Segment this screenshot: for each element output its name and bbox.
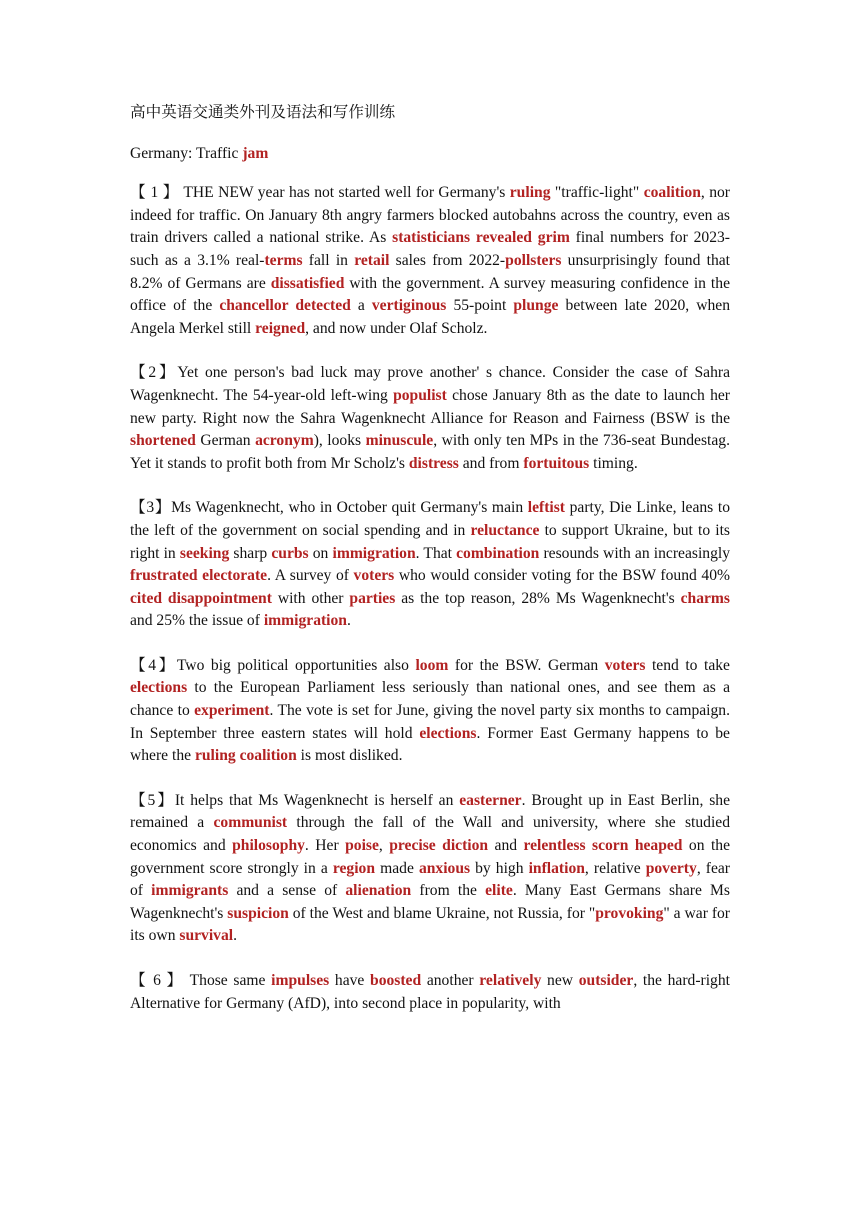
- paragraph-text: sharp: [229, 544, 272, 562]
- keyword: fortuitous: [523, 454, 590, 472]
- paragraph-text: fall in: [302, 251, 355, 269]
- keyword: voters: [604, 656, 646, 674]
- article-title: [130, 143, 730, 166]
- paragraph-text: . Her: [304, 837, 346, 855]
- paragraph-text: by high: [470, 859, 529, 877]
- paragraph-text: 【 6 】 Those same: [130, 972, 272, 989]
- keyword: elite: [485, 882, 513, 900]
- paragraph-1: [130, 182, 730, 340]
- keyword: terms: [264, 251, 303, 269]
- keyword: alienation: [345, 882, 412, 900]
- paragraph-text: a: [350, 297, 372, 315]
- keyword: ruling coalition: [194, 747, 297, 765]
- keyword: impulses: [271, 972, 330, 989]
- paragraph-text: another: [421, 972, 480, 989]
- keyword: loom: [415, 656, 449, 674]
- keyword: survival: [179, 927, 234, 945]
- keyword: immigration: [332, 544, 416, 562]
- paragraph-text: new: [541, 972, 579, 989]
- keyword: philosophy: [232, 837, 305, 855]
- keyword: reigned: [255, 319, 306, 337]
- paragraph-text: 55-point: [446, 297, 514, 315]
- paragraph-2: [130, 362, 730, 475]
- paragraph-text: "traffic-light": [550, 184, 644, 202]
- keyword: suspicion: [227, 904, 289, 922]
- keyword: statisticians revealed grim: [392, 229, 570, 247]
- keyword: minuscule: [365, 432, 434, 450]
- keyword: easterner: [459, 791, 522, 809]
- paragraph-text: 【4】Two big political opportunities also: [130, 656, 416, 674]
- paragraph-text: resounds with an increasingly: [539, 544, 730, 562]
- keyword: elections: [419, 724, 477, 742]
- paragraph-6: [130, 970, 730, 1015]
- paragraph-text: to support Ukraine, but to its right in: [130, 521, 730, 562]
- paragraph-text: made: [375, 859, 419, 877]
- paragraph-text: timing.: [589, 454, 638, 472]
- keyword: immigrants: [151, 882, 229, 900]
- paragraph-text: on: [308, 544, 333, 562]
- keyword: inflation: [528, 859, 585, 877]
- keyword: relatively: [479, 972, 542, 989]
- paragraph-text: with the government. A survey measuring confidence in the office of the: [130, 274, 730, 315]
- keyword: immigration: [263, 612, 347, 630]
- paragraph-text: and 25% the issue of: [130, 612, 264, 630]
- paragraph-text: , nor indeed for traffic. On January 8th angry farmers blocked autobahns across the country, even as train drivers called a national strike. As: [130, 184, 730, 247]
- keyword: shortened: [130, 432, 196, 450]
- keyword: boosted: [370, 972, 422, 989]
- paragraph-text: between late 2020, when Angela Merkel still: [130, 297, 731, 337]
- paragraph-text: with other: [271, 589, 350, 607]
- keyword: voters: [353, 567, 395, 585]
- paragraph-text: who would consider voting for the BSW found 40%: [394, 567, 730, 585]
- paragraph-text: 【3】Ms Wagenknecht, who in October quit Germany's main: [130, 499, 528, 517]
- paragraph-text: and a sense of: [228, 882, 346, 900]
- keyword: pollsters: [505, 251, 562, 269]
- article-title-keyword: jam: [242, 144, 269, 162]
- keyword: poverty: [645, 859, 697, 877]
- paragraph-text: as the top reason, 28% Ms Wagenknecht's: [395, 589, 681, 607]
- keyword: region: [332, 859, 376, 877]
- paragraph-text: to the European Parliament less seriously than national ones, and see them as a chance to: [130, 679, 730, 720]
- paragraph-text: . Brought up in East Berlin, she remained a: [130, 791, 730, 832]
- paragraph-text: ), looks: [313, 432, 366, 450]
- paragraph-text: . A survey of: [267, 567, 354, 585]
- paragraph-text: for the BSW. German: [448, 656, 605, 674]
- keyword: communist: [213, 814, 288, 832]
- paragraph-text: is most disliked.: [296, 747, 403, 765]
- keyword: elections: [130, 679, 188, 697]
- paragraph-text: " a war for its own: [130, 904, 730, 945]
- paragraph-text: and: [488, 837, 524, 855]
- paragraph-text: through the fall of the Wall and university, where she studied economics and: [130, 814, 730, 855]
- paragraph-text: . Former East Germany happens to be where the: [130, 724, 730, 765]
- paragraph-text: , and now under Olaf Scholz.: [305, 319, 488, 337]
- article-body: [130, 182, 730, 1015]
- keyword: chancellor detected: [219, 297, 351, 315]
- paragraph-text: , relative: [584, 859, 646, 877]
- paragraph-text: . That: [415, 544, 457, 562]
- keyword: provoking: [595, 904, 664, 922]
- keyword: acronym: [255, 432, 314, 450]
- keyword: retail: [354, 251, 390, 269]
- paragraph-text: , fear of: [130, 859, 731, 900]
- paragraph-text: tend to take: [645, 656, 730, 674]
- paragraph-text: final numbers for 2023-such as a 3.1% real-: [130, 229, 730, 269]
- keyword: seeking: [179, 544, 230, 562]
- keyword: populist: [393, 386, 447, 404]
- keyword: vertiginous: [371, 297, 447, 315]
- paragraph-text: , the hard-right Alternative for Germany (AfD), into second place in popularity, with: [130, 972, 730, 1012]
- paragraph-text: .: [346, 612, 351, 630]
- paragraph-text: sales from 2022-: [389, 251, 506, 269]
- document-page: [130, 102, 730, 1037]
- paragraph-4: [130, 655, 730, 768]
- keyword: leftist: [527, 499, 565, 517]
- keyword: curbs: [271, 544, 309, 562]
- paragraph-text: 【2】Yet one person's bad luck may prove another' s chance. Consider the case of Sahra Wagenknecht. The 54-year-old left-wing: [130, 364, 730, 404]
- keyword: frustrated electorate: [130, 567, 268, 585]
- paragraph-text: .: [233, 927, 238, 945]
- paragraph-5: [130, 790, 730, 948]
- document-title: 高中英语交通类外刊及语法和写作训练: [130, 104, 396, 121]
- keyword: distress: [408, 454, 459, 472]
- paragraph-text: ,: [378, 837, 390, 855]
- paragraph-text: of the West and blame Ukraine, not Russia, for ": [288, 904, 596, 922]
- keyword: coalition: [643, 184, 701, 202]
- paragraph-text: , with only ten MPs in the 736-seat Bundestag. Yet it stands to profit both from Mr Scholz's: [130, 432, 730, 472]
- paragraph-text: 【 1 】 THE NEW year has not started well for Germany's: [130, 184, 510, 202]
- keyword: charms: [680, 589, 730, 607]
- paragraph-text: on the government score strongly in a: [130, 837, 731, 877]
- article-title-text: Germany: Traffic: [130, 144, 243, 162]
- paragraph-text: from the: [411, 882, 486, 900]
- keyword: precise diction: [389, 837, 489, 855]
- keyword: cited disappointment: [130, 589, 272, 607]
- keyword: poise: [345, 837, 379, 855]
- paragraph-text: unsurprisingly found that 8.2% of Germans are: [130, 251, 731, 292]
- keyword: parties: [349, 589, 396, 607]
- keyword: dissatisfied: [270, 274, 345, 292]
- paragraph-text: German: [195, 432, 256, 450]
- keyword: reluctance: [470, 521, 540, 539]
- keyword: combination: [456, 544, 540, 562]
- keyword: outsider: [578, 972, 634, 989]
- paragraph-text: . Many East Germans share Ms Wagenknecht's: [130, 882, 730, 922]
- keyword: anxious: [418, 859, 471, 877]
- paragraph-text: chose January 8th as the date to launch her new party. Right now the Sahra Wagenknecht Alliance for Reason and Fairness (BSW is the: [130, 386, 730, 427]
- paragraph-3: [130, 497, 730, 633]
- keyword: plunge: [513, 297, 559, 315]
- keyword: ruling: [509, 184, 551, 202]
- paragraph-text: . The vote is set for June, giving the novel party six months to campaign. In September three eastern states will hold: [130, 702, 730, 742]
- paragraph-text: 【5】It helps that Ms Wagenknecht is herself an: [130, 791, 460, 809]
- keyword: relentless scorn heaped: [523, 837, 683, 855]
- paragraph-text: and from: [458, 454, 524, 472]
- paragraph-text: party, Die Linke, leans to the left of the government on social spending and in: [130, 499, 730, 539]
- paragraph-text: have: [329, 972, 371, 989]
- keyword: experiment: [194, 702, 270, 720]
